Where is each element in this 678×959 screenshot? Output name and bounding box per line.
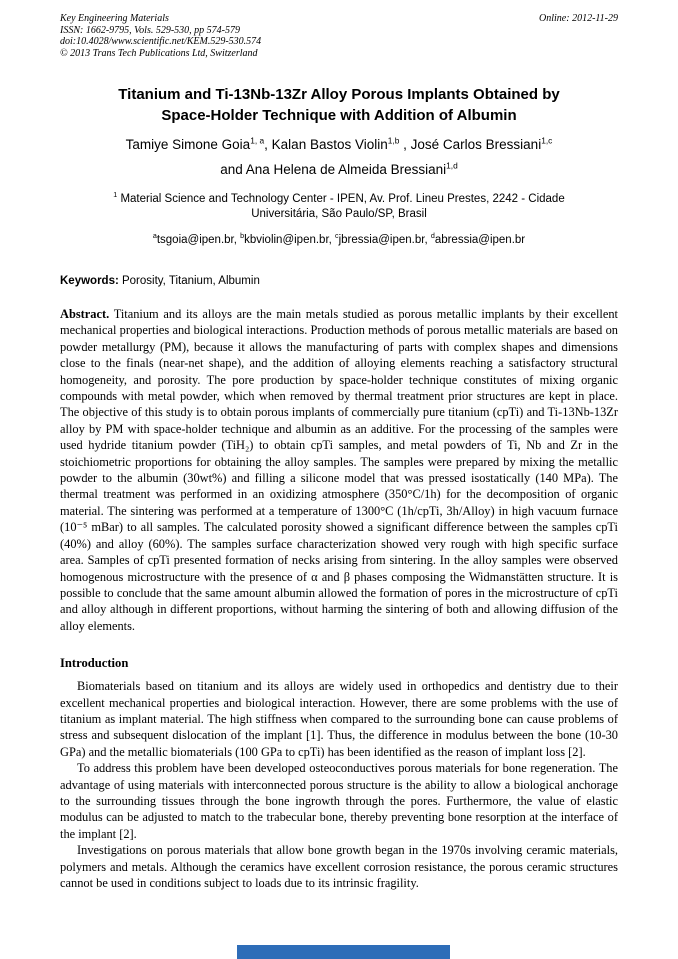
author-affil-mark-3: 1,c — [541, 135, 553, 146]
author-separator-2: , — [399, 137, 411, 152]
journal-title: Key Engineering Materials — [60, 13, 169, 24]
doi-line: doi:10.4028/www.scientific.net/KEM.529-530.574 — [60, 36, 262, 47]
footer-banner — [237, 945, 450, 959]
title-line-2: Space-Holder Technique with Addition of Albumin — [161, 107, 517, 124]
author-name-1: Tamiye Simone Goia — [125, 137, 251, 152]
email-mark-c: c — [335, 232, 339, 241]
copyright-line: © 2013 Trans Tech Publications Ltd, Switzerland — [60, 47, 258, 59]
author-separator-1: , — [264, 137, 272, 152]
introduction-paragraph-3: Investigations on porous materials that allow bone growth began in the 1970s involving ceramic materials, polymers and metals. Although the ceramics have excellent corrosion resistance, the porous ceramic structures cannot be used in conditions subject to loads due to its intrinsic fragility. — [60, 843, 618, 890]
author-name-4: and Ana Helena de Almeida Bressiani — [220, 162, 447, 177]
email-mark-b: b — [240, 232, 245, 241]
email-separator-a: , — [233, 234, 241, 246]
email-mark-d: d — [430, 232, 435, 241]
introduction-paragraph-2: To address this problem have been developed osteoconductives porous materials for bone regeneration. The advantage of using materials with interconnected porous structure is the ability to allow a biological anchorage to the surrounding tissues through the bone ingrowth through the pores. Furthermore, the value of elastic modulus can be adjusted to match to the trabecular bone, thereby preventing bone resorption at the interface of the implant [2]. — [60, 761, 618, 841]
keywords-text: Porosity, Titanium, Albumin — [118, 275, 260, 287]
abstract-label: Abstract. — [60, 307, 110, 321]
title-line-1: Titanium and Ti-13Nb-13Zr Alloy Porous Implants Obtained by — [118, 86, 560, 103]
author-name-3: José Carlos Bressiani — [410, 137, 542, 152]
email-separator-b: , — [328, 234, 336, 246]
abstract-paragraph — [60, 306, 618, 634]
journal-info — [60, 13, 261, 59]
author-affil-mark-1: 1, a — [250, 135, 265, 146]
paper-title — [60, 84, 618, 126]
authors-line-2 — [60, 161, 618, 179]
author-affil-mark-4: 1,d — [446, 160, 458, 171]
author-emails — [60, 233, 618, 248]
authors-line-1 — [60, 136, 618, 154]
email-separator-c: , — [424, 234, 431, 246]
affiliation-mark: 1 — [113, 191, 118, 200]
issn-line: ISSN: 1662-9795, Vols. 529-530, pp 574-579 — [60, 24, 240, 36]
affiliation — [104, 192, 574, 222]
email-mark-a: a — [152, 232, 157, 241]
keywords-label: Keywords: — [60, 275, 119, 287]
email-d: abressia@ipen.br — [434, 234, 526, 246]
keywords-line — [60, 274, 618, 289]
introduction-heading: Introduction — [60, 656, 129, 671]
email-b: kbviolin@ipen.br — [244, 234, 329, 246]
online-date: Online: 2012-11-29 — [539, 13, 618, 24]
abstract-text: Titanium and its alloys are the main metals studied as porous metallic implants by their excellent mechanical properties and biological interactions. Production methods of porous metallic materials are based on powder metallurgy (PM), because it allows the manufacturing of parts with complex shapes and dimensions close to the finals (near-net shape), and the addition of alloying elements reaching a satisfactory structural homogeneity, and porosity. The pore production by space-holder technique constitutes of mixing organic compounds with metal powder, which when removed by thermal treatment prior structures are kept in place. The objective of this study is to obtain porous implants of commercially pure titanium (cpTi) and Ti-13Nb-13Zr alloy by PM with space-holder technique and albumin as an additive. For the processing of the samples were used hydride titanium powder (TiH₂) to obtain cpTi samples, and metal powders of Ti, Nb and Zr in the stoichiometric proportions for obtaining the alloy samples. The samples were prepared by mixing the metallic powder to the albumin (30wt%) and filling a silicone model that was pressed isostatically (140 MPa). The thermal treatment was performed in an oxidizing atmosphere (350°C/1h) for the decomposition of organic material. The sintering was performed at a temperature of 1300°C (1h/cpTi, 3h/Alloy) in high vacuum furnace (10⁻⁵ mBar) to all samples. The calculated porosity showed a significant difference between the samples cpTi (40%) and alloy (60%). The samples surface characterization showed very rough with high specific surface area. Samples of cpTi presented formation of necks arising from sintering. In the alloy samples were observed homogenous microstructure with the presence of α and β phases composing the Widmanstätten structure. It is possible to conclude that the same amount albumin allowed the formation of pores in the microstructure of cpTi and alloy although in different proportions, without harming the sintering of both and allowing diffusion of the alloy elements. — [60, 307, 618, 633]
affiliation-text: Material Science and Technology Center - IPEN, Av. Prof. Lineu Prestes, 2242 - Cidade Universitária, São Paulo/SP, Brasil — [117, 193, 565, 220]
introduction-paragraph-1: Biomaterials based on titanium and its alloys are widely used in orthopedics and dentistry due to their excellent mechanical properties and biological interaction. However, there are some problems with the use of titanium as implant material. The high stiffness when compared to the surrounding bone can cause problems of stress and subsequent dislocation of the implant [1]. Thus, the difference in modulus between the bone (10-30 GPa) and the metallic biomaterials (100 GPa to cpTi) has been identified as the reason of implant loss [2]. — [60, 679, 618, 759]
author-affil-mark-2: 1,b — [387, 135, 400, 146]
email-a: tsgoia@ipen.br — [156, 234, 234, 246]
journal-header — [60, 13, 618, 59]
email-c: jbressia@ipen.br — [338, 234, 425, 246]
author-name-2: Kalan Bastos Violin — [271, 137, 388, 152]
